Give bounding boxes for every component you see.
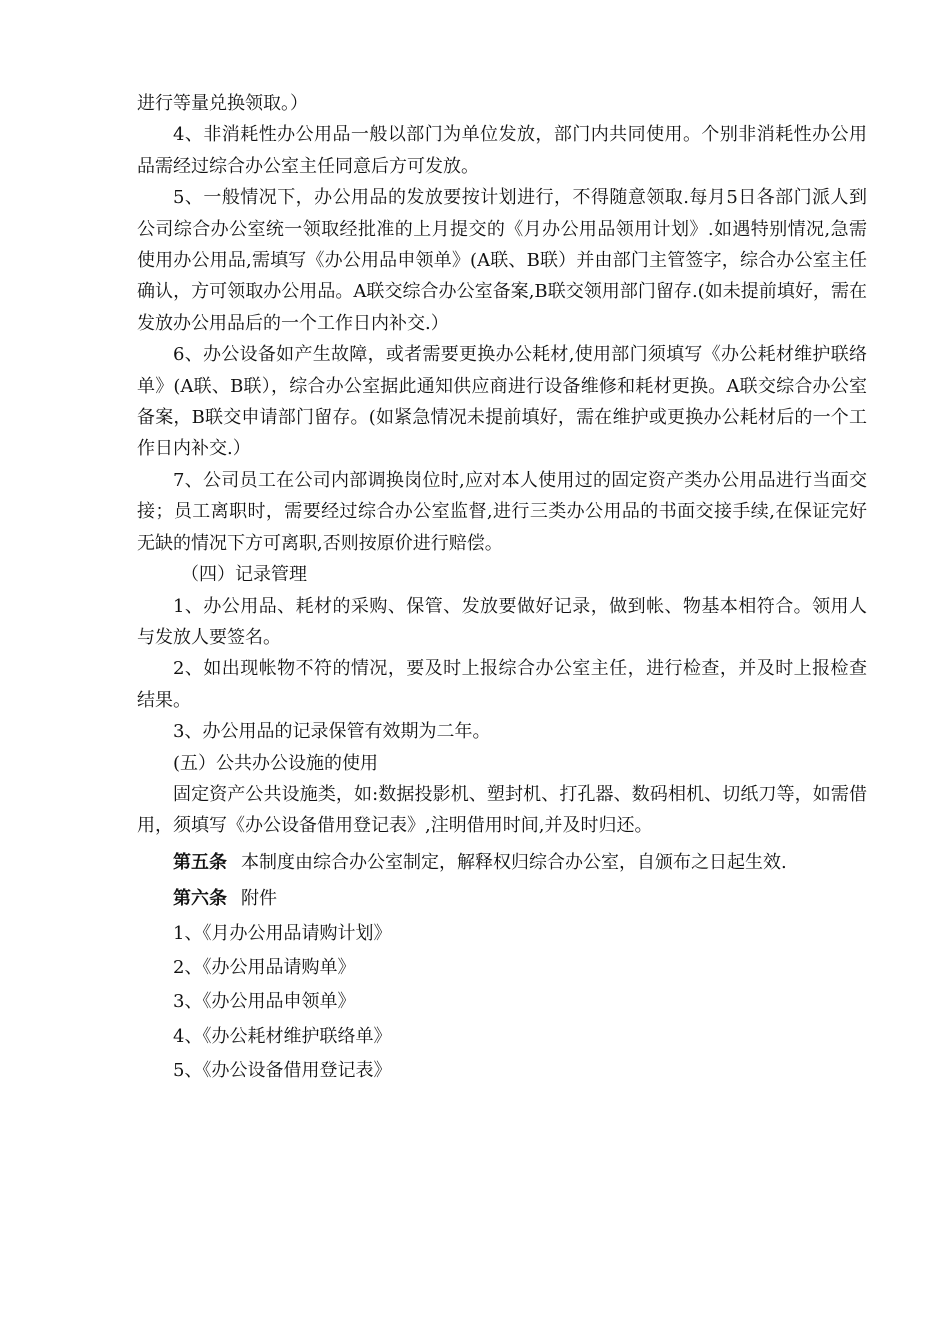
paragraph-item-6: 6、办公设备如产生故障，或者需要更换办公耗材,使用部门须填写《办公耗材维护联络单》(A联、B联），综合办公室据此通知供应商进行设备维修和耗材更换。A联交综合办公室备案，B联交申请部门留存。(如紧急情况未提前填好，需在维护或更换办公耗材后的一个工作日内补交.）	[137, 344, 867, 460]
paragraph-continuation: 进行等量兑换领取。）	[137, 93, 308, 114]
article-6-text: 附件	[241, 888, 277, 910]
attachment-item-5: 5、《办公设备借用登记表》	[173, 1060, 392, 1082]
article-6	[137, 883, 867, 914]
attachment-item-3: 3、《办公用品申领单》	[173, 991, 356, 1013]
paragraph-item-4: 4、非消耗性办公用品一般以部门为单位发放，部门内共同使用。个别非消耗性办公用品需经过综合办公室主任同意后方可发放。	[137, 124, 867, 177]
paragraph-records-3: 3、办公用品的记录保管有效期为二年。	[173, 721, 491, 743]
paragraph-facilities: 固定资产公共设施类，如:数据投影机、塑封机、打孔器、数码相机、切纸刀等，如需借用，须填写《办公设备借用登记表》,注明借用时间,并及时归还。	[137, 783, 867, 837]
attachment-item-2: 2、《办公用品请购单》	[173, 956, 356, 978]
paragraph-records-2: 2、如出现帐物不符的情况，要及时上报综合办公室主任，进行检查，并及时上报检查结果。	[137, 658, 867, 711]
attachment-item-4: 4、《办公耗材维护联络单》	[173, 1025, 392, 1047]
document-page	[137, 88, 867, 1087]
paragraph-item-5: 5、一般情况下，办公用品的发放要按计划进行，不得随意领取.每月5日各部门派人到公司综合办公室统一领取经批准的上月提交的《月办公用品领用计划》.如遇特别情况,急需使用办公用品,需填写《办公用品申领单》(A联、B联）并由部门主管签字，综合办公室主任确认，方可领取办公用品。A联交综合办公室备案,B联交领用部门留存.(如未提前填好，需在发放办公用品后的一个工作日内补交.）	[137, 187, 867, 334]
paragraph-item-7: 7、公司员工在公司内部调换岗位时,应对本人使用过的固定资产类办公用品进行当面交接；员工离职时，需要经过综合办公室监督,进行三类办公用品的书面交接手续,在保证完好无缺的情况下方可离职,否则按原价进行赔偿。	[137, 469, 867, 554]
attachment-item-1: 1、《月办公用品请购计划》	[173, 922, 392, 944]
article-5	[137, 847, 867, 878]
paragraph-records-1: 1、办公用品、耗材的采购、保管、发放要做好记录，做到帐、物基本相符合。领用人与发放人要签名。	[137, 595, 867, 648]
article-5-heading: 第五条	[173, 851, 227, 873]
section-heading-facilities: (五）公共办公设施的使用	[173, 752, 379, 774]
article-5-text: 本制度由综合办公室制定，解释权归综合办公室，自颁布之日起生效.	[241, 851, 787, 873]
article-6-heading: 第六条	[173, 888, 227, 910]
section-heading-records: （四）记录管理	[181, 564, 307, 586]
